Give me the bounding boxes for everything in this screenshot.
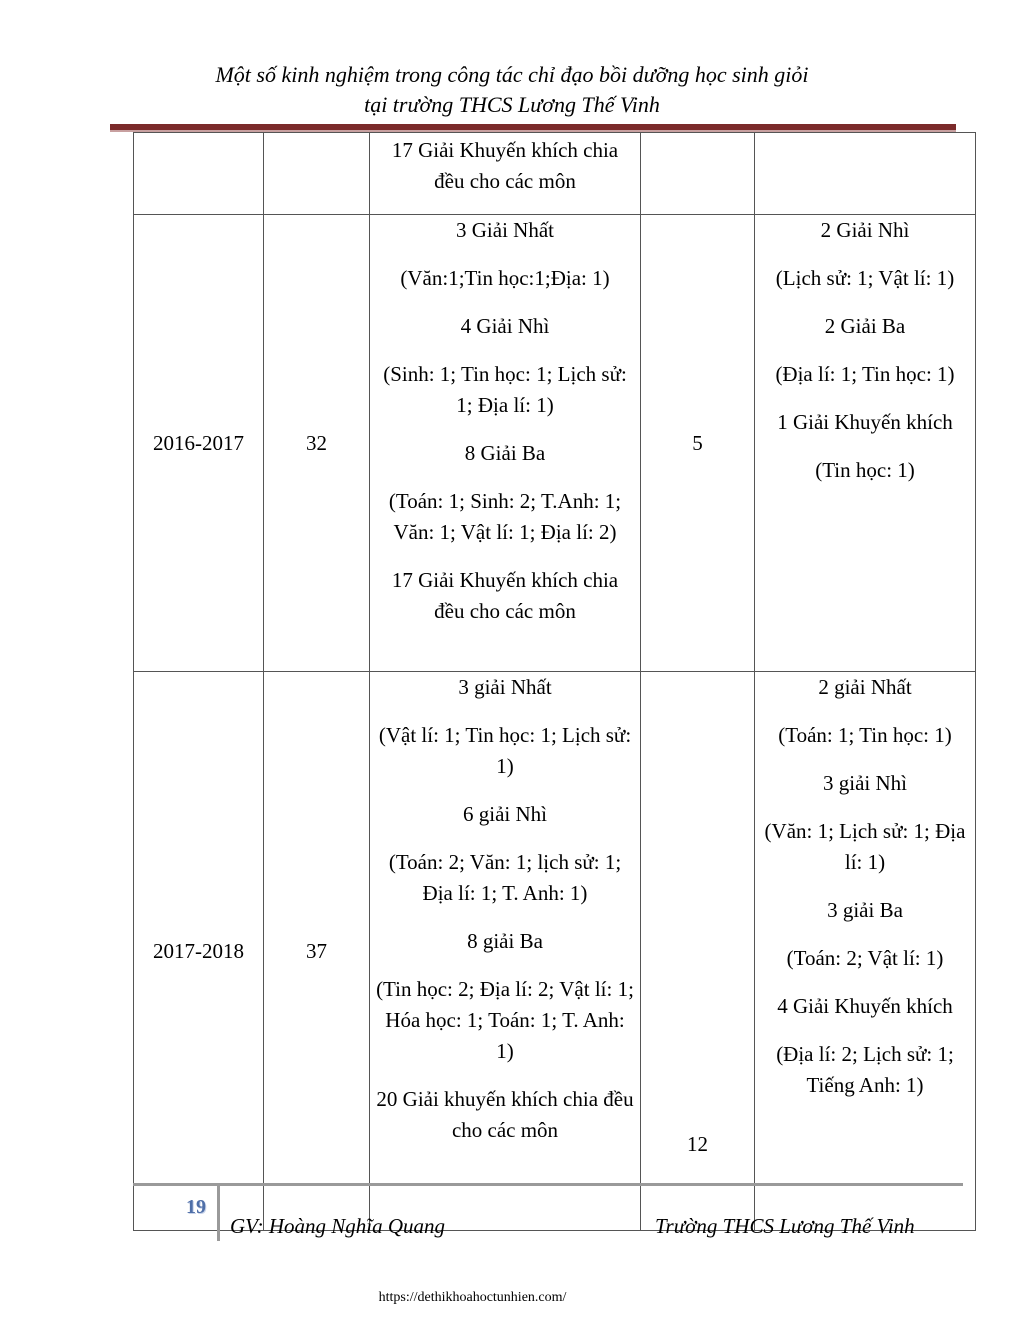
prize-line: 3 giải Nhất — [458, 675, 552, 699]
prize-line: (Toán: 1; Sinh: 2; T.Anh: 1; Văn: 1; Vật lí: 1; Địa lí: 2) — [388, 489, 622, 544]
prizes-cell — [370, 672, 641, 1231]
table-row — [134, 215, 976, 672]
prize-line: 3 Giải Nhất — [456, 218, 554, 242]
prize-line: (Tin học: 2; Địa lí: 2; Vật lí: 1; Hóa học: 1; Toán: 1; T. Anh: 1) — [376, 977, 634, 1063]
national-line: 2 Giải Nhì — [820, 218, 910, 242]
prize-line: 8 giải Ba — [467, 929, 543, 953]
prize-line: (Toán: 2; Văn: 1; lịch sử: 1; Địa lí: 1; T. Anh: 1) — [388, 850, 622, 905]
footer-author: GV: Hoàng Nghĩa Quang — [230, 1214, 446, 1238]
national-line: (Toán: 1; Tin học: 1) — [778, 723, 952, 747]
national-prizes-cell — [755, 215, 976, 672]
prizes-cell — [370, 215, 641, 672]
footer-divider — [133, 1183, 963, 1186]
prize-line: 17 Giải Khuyến khích chia đều cho các môn — [391, 138, 619, 193]
national-line: (Địa lí: 2; Lịch sử: 1; Tiếng Anh: 1) — [776, 1042, 954, 1097]
year-cell — [134, 133, 264, 215]
national-line: (Lịch sử: 1; Vật lí: 1) — [775, 266, 955, 290]
national-line: (Địa lí: 1; Tin học: 1) — [775, 362, 955, 386]
national-count-cell — [641, 133, 755, 215]
table-row — [134, 672, 976, 1231]
count-cell: 37 — [264, 672, 370, 1231]
national-prizes-cell — [755, 133, 976, 215]
national-line: 1 Giải Khuyến khích — [777, 410, 953, 434]
national-line: (Tin học: 1) — [815, 458, 915, 482]
count-cell: 32 — [264, 215, 370, 672]
header-divider — [110, 124, 956, 132]
prize-line: 20 Giải khuyến khích chia đều cho các môn — [376, 1087, 634, 1142]
footer-school: Trường THCS Lương Thế Vinh — [655, 1214, 915, 1238]
header-title-line2: tại trường THCS Lương Thế Vinh — [364, 92, 660, 117]
national-line: 2 giải Nhất — [818, 675, 912, 699]
prize-line: 17 Giải Khuyến khích chia đều cho các môn — [391, 568, 619, 623]
header-title-line1: Một số kinh nghiệm trong công tác chỉ đạo bồi dưỡng học sinh giỏi — [215, 62, 809, 87]
page-number: 19 — [186, 1196, 206, 1218]
prize-line: (Sinh: 1; Tin học: 1; Lịch sử: 1; Địa lí: 1) — [383, 362, 627, 417]
national-line: (Toán: 2; Vật lí: 1) — [786, 946, 944, 970]
prize-line: 8 Giải Ba — [464, 441, 546, 465]
national-count-cell: 12 — [641, 672, 755, 1231]
footer-url-link[interactable]: https://dethikhoahoctunhien.com/ — [378, 1290, 567, 1305]
footer-vertical-divider — [217, 1185, 220, 1241]
national-line: 4 Giải Khuyến khích — [777, 994, 953, 1018]
page-header — [100, 60, 924, 120]
national-line: 2 Giải Ba — [824, 314, 906, 338]
national-prizes-cell — [755, 672, 976, 1231]
results-table — [133, 132, 976, 1231]
national-count-cell: 5 — [641, 215, 755, 672]
national-line: (Văn: 1; Lịch sử: 1; Địa lí: 1) — [764, 819, 966, 874]
prize-line: 6 giải Nhì — [463, 802, 547, 826]
year-cell: 2017-2018 — [134, 672, 264, 1231]
prize-line: 4 Giải Nhì — [460, 314, 550, 338]
prize-line: (Văn:1;Tin học:1;Địa: 1) — [400, 266, 610, 290]
year-cell: 2016-2017 — [134, 215, 264, 672]
count-cell — [264, 133, 370, 215]
prizes-cell — [370, 133, 641, 215]
national-line: 3 giải Nhì — [823, 771, 907, 795]
prize-line: (Vật lí: 1; Tin học: 1; Lịch sử: 1) — [378, 723, 632, 778]
table-row — [134, 133, 976, 215]
national-line: 3 giải Ba — [827, 898, 903, 922]
